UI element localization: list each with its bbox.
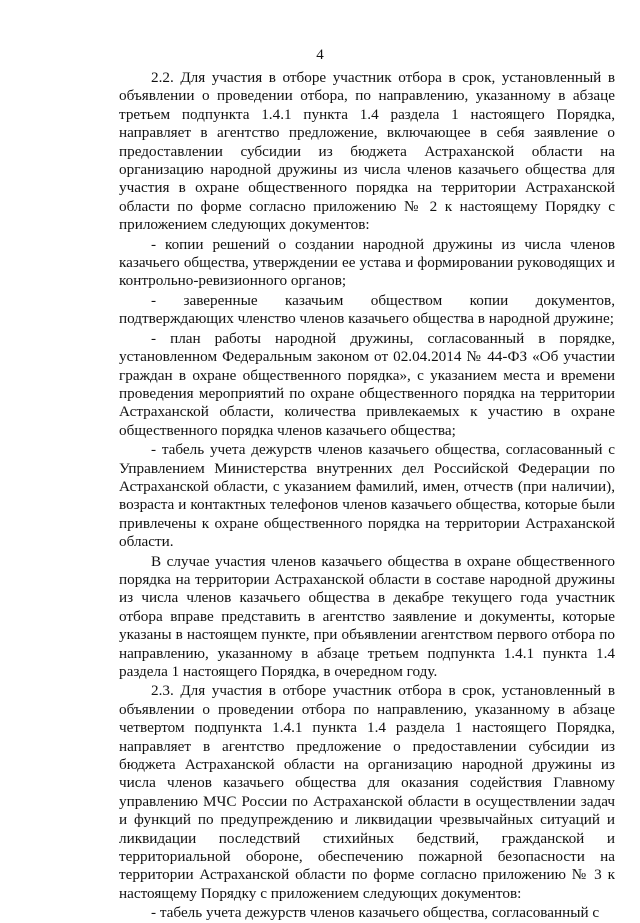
list-item-duty-timesheet: - табель учета дежурств членов казачьего общества, согласованный с Управлением Министерства внутренних дел Российской Федерации по Астраханской области, с указанием фамилий, имен, отчеств (при наличии), возраста и контактных телефонов членов казачьего общества, которые были привлечены к охране общественного порядка на территории Астраханской области. xyxy=(119,441,615,551)
paragraph-2-3: 2.3. Для участия в отборе участник отбора в срок, установленный в объявлении о проведении отбора по направлению, указанному в абзаце четвертом подпункта 1.4.1 пункта 1.4 раздела 1 настоящего Порядка, направляет в агентство предложение о предоставлении субсидии из бюджета Астраханской области на организацию народной дружины из числа членов казачьего общества для оказания содействия Главному управлению МЧС России по Астраханской области в осуществлении задач и функций по предупреждению и ликвидации чрезвычайных ситуаций и ликвидации последствий стихийных бедствий, гражданской и территориальной обороне, обеспечению пожарной безопасности на территории Астраханской области по форме согласно приложению № 3 к настоящему Порядку с приложением следующих документов: xyxy=(119,682,615,902)
paragraph-2-2: 2.2. Для участия в отборе участник отбора в срок, установленный в объявлении о проведении отбора, по направлению, указанному в абзаце третьем подпункта 1.4.1 пункта 1.4 раздела 1 настоящего Порядка, направляет в агентство предложение, включающее в себя заявление о предоставлении субсидии из бюджета Астраханской области на организацию народной дружины из числа членов казачьего общества для участия в охране общественного порядка на территории Астраханской области по форме согласно приложению № 2 к настоящему Порядку с приложением следующих документов: xyxy=(119,69,615,234)
document-body xyxy=(119,69,615,923)
list-item-duty-timesheet-2: - табель учета дежурств членов казачьего общества, согласованный с xyxy=(151,904,600,922)
list-item-decisions-copies: - копии решений о создании народной дружины из числа членов казачьего общества, утверждении ее устава и формировании руководящих и контрольно-ревизионного органов; xyxy=(119,235,615,290)
page-number: 4 xyxy=(316,47,324,63)
paragraph-december-case: В случае участия членов казачьего общества в охране общественного порядка на территории Астраханской области в составе народной дружины из числа членов казачьего общества в декабре текущего года участник отбора вправе представить в агентство заявление и документы, которые указаны в настоящем пункте, при объявлении агентством первого отбора по направлению, указанному в абзаце третьем подпункта 1.4.1 пункта 1.4 раздела 1 настоящего Порядка, в очередном году. xyxy=(119,552,615,680)
list-item-work-plan: - план работы народной дружины, согласованный в порядке, установленном Федеральным законом от 02.04.2014 № 44-ФЗ «Об участии граждан в охране общественного порядка», с указанием места и времени проведения мероприятий по охране общественного порядка на территории Астраханской области, количества привлекаемых к участию в охране общественного порядка членов казачьего общества; xyxy=(119,329,615,439)
list-item-membership-copies: - заверенные казачьим обществом копии документов, подтверждающих членство членов казачьего общества в народной дружине; xyxy=(119,291,615,328)
